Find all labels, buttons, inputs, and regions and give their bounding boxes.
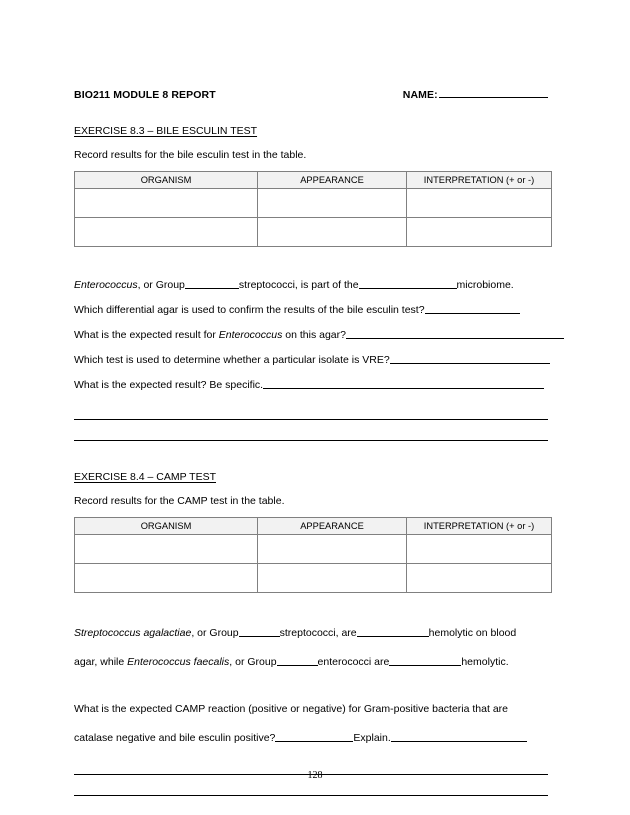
blank-answer[interactable] [390,352,550,364]
section-8-4 [74,467,548,495]
question-text-part: streptococci, is part of the [238,279,359,291]
table-row [75,564,552,593]
table-header-row [75,172,552,189]
cell-interpretation[interactable] [407,535,552,564]
blank-answer[interactable] [425,302,520,314]
cell-interpretation[interactable] [407,189,552,218]
column-header-appearance: APPEARANCE [258,172,407,189]
blank-hemolysis-type[interactable] [389,654,461,666]
question-text-part: microbiome. [456,279,514,291]
instruction-8-4: Record results for the CAMP test in the table. [74,495,285,507]
organism-name-s-agalactiae: Streptococcus agalactiae [74,627,192,639]
table-row [75,189,552,218]
name-field-group [403,86,548,101]
column-header-organism: ORGANISM [75,172,258,189]
document-header [74,86,548,101]
question-camp-reaction [74,695,548,753]
statement-hemolysis [74,619,548,677]
blank-hemolysis-type[interactable] [357,625,429,637]
column-header-appearance: APPEARANCE [258,518,407,535]
table-header-row [75,518,552,535]
blank-answer[interactable] [263,377,544,389]
cell-appearance[interactable] [258,535,407,564]
organism-name-enterococcus: Enterococcus [74,279,138,291]
column-header-interpretation: INTERPRETATION (+ or -) [407,518,552,535]
blank-answer[interactable] [275,730,353,742]
question-text: What is the expected result? Be specific. [74,379,264,391]
section-heading-8-4: EXERCISE 8.4 – CAMP TEST [74,471,216,483]
section-spacer [74,441,548,467]
cell-appearance[interactable] [258,189,407,218]
table-row [75,535,552,564]
question-expected-result-specific [74,373,548,398]
blank-microbiome-site[interactable] [359,277,457,289]
cell-interpretation[interactable] [407,218,552,247]
statement-text-part: , or Group [229,656,277,668]
organism-name-e-faecalis: Enterococcus faecalis [127,656,230,668]
question-enterococcus-group [74,273,548,298]
statement-text-part: enterococci are [317,656,390,668]
blank-group-letter[interactable] [185,277,239,289]
section-heading-8-3: EXERCISE 8.3 – BILE ESCULIN TEST [74,125,258,137]
statement-text-part: , or Group [191,627,239,639]
statement-text-part: streptococci, are [279,627,357,639]
question-text-part: What is the expected CAMP reaction (positive or negative) for Gram-positive bacteria that are [74,703,509,715]
question-expected-result-agar [74,323,548,348]
cell-organism[interactable] [75,564,258,593]
cell-interpretation[interactable] [407,564,552,593]
blank-group-letter[interactable] [277,654,318,666]
organism-name-enterococcus: Enterococcus [218,329,283,341]
answer-rule[interactable] [74,419,548,420]
question-text: Which test is used to determine whether a particular isolate is VRE? [74,354,390,366]
instruction-8-3: Record results for the bile esculin test in the table. [74,149,307,161]
question-text-part: catalase negative and bile esculin positive? [74,732,276,744]
table-row [75,218,552,247]
question-differential-agar [74,298,548,323]
name-label: NAME: [402,89,438,101]
page-number: 128 [307,770,323,781]
section-8-3 [74,121,548,149]
blank-group-letter[interactable] [239,625,280,637]
statement-text-part: agar, while [74,656,128,668]
cell-organism[interactable] [75,535,258,564]
blank-explain[interactable] [391,730,527,742]
column-header-interpretation: INTERPRETATION (+ or -) [407,172,552,189]
bile-esculin-results-table [74,171,552,247]
cell-organism[interactable] [75,189,258,218]
statement-text-part: hemolytic on blood [428,627,517,639]
camp-test-results-table [74,517,552,593]
question-vre-test [74,348,548,373]
answer-rule[interactable] [74,795,548,796]
statement-text-part: hemolytic. [461,656,509,668]
question-text-part: Explain. [353,732,391,744]
document-page [74,86,548,796]
question-text-part: , or Group [137,279,185,291]
blank-answer[interactable] [346,327,564,339]
question-text-part: What is the expected result for [74,329,219,341]
name-input-rule[interactable] [439,86,548,98]
report-title: BIO211 MODULE 8 REPORT [74,89,216,101]
column-header-organism: ORGANISM [75,518,258,535]
cell-organism[interactable] [75,218,258,247]
question-text-part: on this agar? [282,329,346,341]
question-text: Which differential agar is used to confirm the results of the bile esculin test? [74,304,425,316]
cell-appearance[interactable] [258,218,407,247]
cell-appearance[interactable] [258,564,407,593]
